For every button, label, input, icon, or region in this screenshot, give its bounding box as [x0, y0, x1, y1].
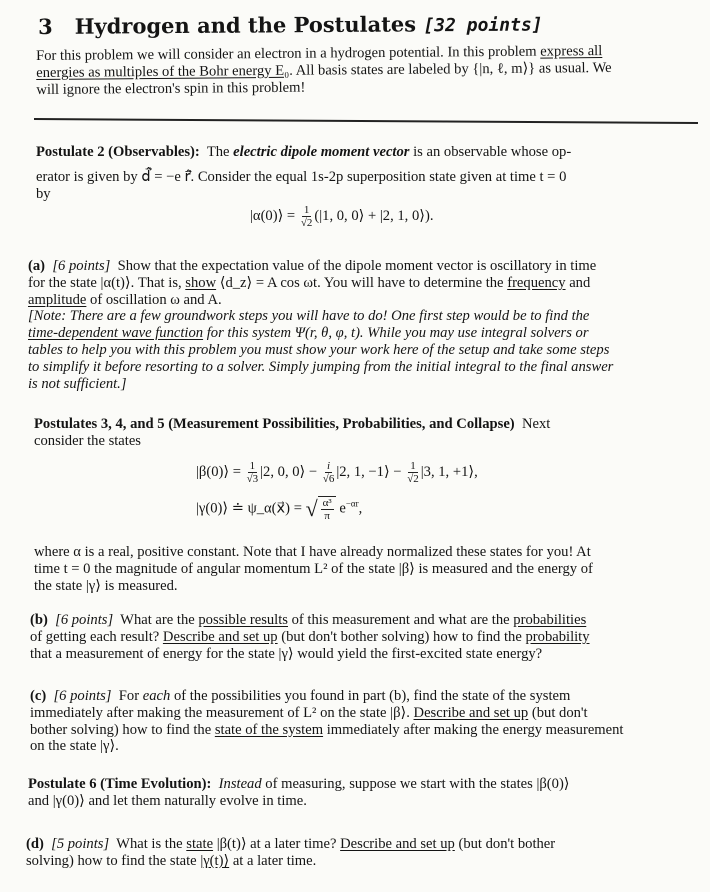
- intro-line-2: . All basis states are labeled by {|n, ℓ, m⟩} as usual. We: [289, 59, 612, 79]
- eq-alpha-fraction: [301, 204, 313, 229]
- part-b-ul: Describe and set up: [162, 628, 278, 645]
- part-d-label: (d): [26, 836, 44, 852]
- frac-den: √2: [407, 473, 419, 485]
- intro-line-3: will ignore the electron's spin in this problem!: [36, 79, 306, 98]
- frac-den: √3: [246, 473, 259, 485]
- postulate-2-line-2: erator is given by d⃗̂ = −e r⃗̂. Consider the equal 1s-2p superposition state given at time t = 0: [36, 168, 567, 185]
- eq-beta-frac-3: [407, 460, 419, 485]
- part-d-ul: state: [186, 836, 214, 852]
- frac-num: 1: [249, 460, 256, 472]
- part-a-text: ⟨d_z⟩ = A cos ωt. You will have to determine the: [219, 274, 504, 291]
- part-d-text: solving) how to find the state: [26, 852, 197, 869]
- postulate-2: [36, 144, 710, 202]
- part-b-text: that a measurement of energy for the state |γ⟩ would yield the first-excited state energy?: [30, 645, 543, 662]
- para-line-1: where α is a real, positive constant. Note that I have already normalized these states for you! At: [34, 544, 591, 560]
- part-b: [30, 612, 710, 662]
- part-c-text: bother solving) how to find the: [30, 721, 212, 738]
- part-c-label: (c): [30, 688, 47, 704]
- part-c-ul: Describe and set up: [413, 704, 529, 721]
- postulate-6-text: and |γ(0)⟩ and let them naturally evolve in time.: [28, 792, 307, 809]
- eq-beta-term-2: |2, 1, −1⟩ −: [336, 463, 402, 480]
- note-line-2: for this system Ψ(r, θ, φ, t). While you may use integral solvers or: [206, 325, 589, 342]
- part-a-points: [6 points]: [52, 258, 111, 274]
- part-d-text: (but don't bother: [458, 836, 556, 852]
- part-b-text: What are the: [120, 612, 195, 628]
- part-a: [28, 258, 710, 392]
- eq-beta-frac-1: [247, 460, 259, 485]
- part-c-text: on the state |γ⟩.: [30, 738, 119, 755]
- postulates-345-text: Next: [521, 416, 551, 432]
- part-a-text: for the state |α(t)⟩. That is,: [28, 274, 182, 291]
- intro-underline-2: energies as multiples of the Bohr energy E₀: [36, 62, 290, 81]
- equation-beta: [196, 460, 478, 485]
- part-a-ul: amplitude: [28, 291, 87, 308]
- part-b-label: (b): [30, 612, 48, 628]
- eq-beta-lhs: |β(0)⟩ =: [196, 463, 241, 480]
- frac-den: √2: [300, 217, 313, 229]
- divider-rule: [34, 118, 698, 124]
- postulate-6: [28, 776, 710, 810]
- part-a-line-1: Show that the expectation value of the dipole moment vector is oscillatory in time: [117, 258, 597, 274]
- part-d-ul: Describe and set up: [340, 836, 455, 852]
- part-b-points: [6 points]: [55, 612, 114, 628]
- postulate-6-emph: Instead: [218, 776, 262, 792]
- part-d-text: at a later time.: [232, 852, 317, 869]
- part-a-ul: frequency: [507, 274, 566, 291]
- eq-gamma-power: −αr: [345, 498, 359, 509]
- section-points: [32 points]: [423, 14, 543, 37]
- frac-den: π: [324, 510, 330, 522]
- para-line-3: the state |γ⟩ is measured.: [34, 577, 178, 594]
- equation-alpha: [250, 204, 433, 229]
- part-a-label: (a): [28, 258, 46, 274]
- intro-underline-1: express all: [540, 43, 603, 60]
- postulate-6-text: of measuring, suppose we start with the states |β(0)⟩: [265, 776, 570, 792]
- eq-gamma-exp: e: [339, 500, 346, 517]
- part-c-emph: each: [142, 688, 171, 704]
- eq-gamma-end: ,: [358, 500, 363, 517]
- eq-alpha-rhs: (|1, 0, 0⟩ + |2, 1, 0⟩).: [314, 207, 434, 224]
- eq-beta-term-3: |3, 1, +1⟩,: [420, 463, 478, 480]
- postulates-345-text: consider the states: [34, 432, 141, 449]
- note-line-5: is not sufficient.]: [28, 375, 127, 392]
- postulate-2-text: The: [206, 144, 230, 160]
- postulate-6-label: Postulate 6 (Time Evolution):: [28, 776, 212, 792]
- postulate-2-label: Postulate 2 (Observables):: [36, 144, 200, 160]
- part-d: [26, 836, 710, 870]
- part-b-ul: probability: [525, 628, 590, 645]
- equation-gamma: [196, 496, 362, 522]
- part-c-text: (but don't: [531, 704, 588, 721]
- note-line-1: [Note: There are a few groundwork steps you will have to do! One first step would be to find the: [28, 308, 590, 325]
- part-c-text: immediately after making the measurement of L² on the state |β⟩.: [30, 704, 410, 721]
- postulates-345-para: [34, 544, 710, 594]
- eq-beta-frac-2: [323, 460, 335, 485]
- frac-num: i: [327, 460, 331, 472]
- part-c-text: For: [118, 688, 140, 704]
- part-c-points: [6 points]: [53, 688, 112, 704]
- section-number: 3: [38, 13, 53, 39]
- part-c-text: immediately after making the energy measurement: [326, 721, 624, 738]
- part-b-text: of getting each result?: [30, 628, 160, 645]
- part-b-ul: possible results: [198, 612, 288, 628]
- part-c-ul: state of the system: [214, 721, 324, 738]
- eq-beta-term-1: |2, 0, 0⟩ −: [260, 463, 318, 480]
- part-b-text: (but don't bother solving) how to find the: [281, 628, 522, 645]
- postulate-2-line-3: by: [36, 185, 51, 202]
- part-d-text: What is the: [116, 836, 183, 852]
- postulate-2-emph: electric dipole moment vector: [233, 144, 410, 160]
- note-line-4: to simplify it before resorting to a solver. Simply jumping from the initial integral to the final answer: [28, 358, 614, 375]
- note-ul: time-dependent wave function: [28, 325, 204, 342]
- part-b-ul: probabilities: [513, 612, 587, 628]
- intro-paragraph: [36, 42, 710, 98]
- part-c: [30, 688, 710, 755]
- frac-num: α³: [322, 497, 332, 509]
- part-d-text: |β(t)⟩ at a later time?: [216, 836, 337, 852]
- note-line-3: tables to help you with this problem you must show your work here of the setup and take some steps: [28, 341, 610, 358]
- postulates-345-label: Postulates 3, 4, and 5 (Measurement Possibilities, Probabilities, and Collapse): [34, 416, 515, 432]
- part-d-ul: |γ(t)⟩: [200, 852, 230, 869]
- frac-num: 1: [410, 460, 416, 472]
- section-heading: Hydrogen and the Postulates: [74, 11, 417, 39]
- part-a-ul: show: [185, 274, 217, 291]
- intro-line-1: For this problem we will consider an electron in a hydrogen potential. In this problem: [36, 43, 537, 64]
- part-a-text: of oscillation ω and A.: [90, 291, 222, 308]
- part-d-points: [5 points]: [51, 836, 110, 852]
- part-c-text: of the possibilities you found in part (b), find the state of the system: [173, 688, 571, 704]
- para-line-2: time t = 0 the magnitude of angular momentum L² of the state |β⟩ is measured and the energy of: [34, 560, 593, 577]
- eq-gamma-sqrt: √ $\frac{\text{α³}}{\pi}$: [306, 496, 336, 522]
- frac-den: √6: [322, 473, 335, 485]
- eq-gamma-lhs: |γ(0)⟩ ≐ ψ_α(x⃗) =: [196, 500, 302, 517]
- part-a-text: and: [569, 274, 591, 291]
- postulates-345: [34, 416, 710, 450]
- eq-alpha-lhs: |α(0)⟩ =: [250, 207, 296, 224]
- section-title: [38, 9, 710, 39]
- frac-num: 1: [303, 204, 310, 216]
- postulate-2-text: is an observable whose op-: [413, 144, 572, 160]
- part-b-text: of this measurement and what are the: [291, 612, 510, 628]
